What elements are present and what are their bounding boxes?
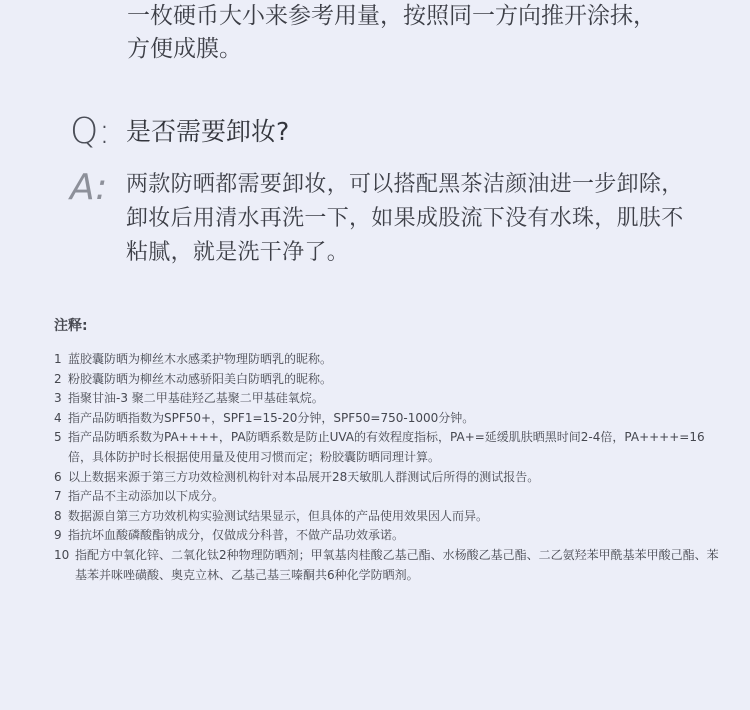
- note-text: 以上数据来源于第三方功效检测机构针对本品展开28天敏肌人群测试后所得的测试报告。: [68, 469, 540, 484]
- note-text: 指产品防晒指数为SPF50+，SPF1=15-20分钟，SPF50=750-1000分钟。: [68, 410, 475, 425]
- note-number: 8: [54, 508, 62, 523]
- note-number: 10: [54, 547, 70, 562]
- question-row: [70, 112, 710, 152]
- note-number: 6: [54, 469, 62, 484]
- note-item: [54, 389, 724, 409]
- note-text: 数据源自第三方功效机构实验测试结果显示，但具体的产品使用效果因人而异。: [68, 508, 489, 523]
- note-number: 7: [54, 489, 62, 504]
- notes-list: [54, 350, 724, 585]
- notes-section: [54, 316, 724, 585]
- note-item: [54, 487, 724, 507]
- note-text: 指产品防晒系数为PA++++，PA防晒系数是防止UVA的有效程度指标，PA+=延缓肌肤晒黑时间2-4倍，PA++++=16倍，具体防护时长根据使用量及使用习惯而定；粉胶囊防晒同理计算。: [68, 430, 705, 464]
- question-marker: Q:: [70, 111, 111, 152]
- note-item: [54, 546, 724, 585]
- note-item: [54, 350, 724, 370]
- note-text: 指配方中氧化锌、二氧化钛2种物理防晒剂；甲氧基肉桂酸乙基己酯、水杨酸乙基己酯、二乙氨羟苯甲酰基苯甲酸己酯、苯基苯并咪唑磺酸、奥克立林、乙基己基三嗪酮共6种化学防晒剂。: [75, 547, 719, 582]
- note-text: 粉胶囊防晒为柳丝木动感骄阳美白防晒乳的昵称。: [68, 371, 333, 386]
- answer-marker: A:: [70, 167, 108, 208]
- note-text: 指聚甘油-3 聚二甲基硅羟乙基聚二甲基硅氧烷。: [68, 391, 324, 406]
- note-number: 3: [54, 391, 62, 406]
- note-number: 9: [54, 528, 62, 543]
- note-text: 指抗坏血酸磷酸酯钠成分，仅做成分科普，不做产品功效承诺。: [68, 528, 405, 543]
- note-item: [54, 526, 724, 546]
- note-text: 指产品不主动添加以下成分。: [68, 489, 225, 504]
- notes-title: 注释:: [54, 318, 88, 334]
- note-item: [54, 370, 724, 390]
- note-item: [54, 468, 724, 488]
- note-item: [54, 507, 724, 527]
- answer-row: [70, 168, 710, 270]
- note-item: [54, 409, 724, 429]
- note-number: 5: [54, 430, 62, 445]
- note-item: [54, 428, 724, 467]
- note-number: 2: [54, 371, 62, 386]
- intro-line-1: 一枚硬币大小来参考用量，按照同一方向推开涂抹，: [127, 3, 656, 29]
- intro-line-2: 方便成膜。: [127, 36, 242, 62]
- answer-text: 两款防晒都需要卸妆，可以搭配黑茶洁颜油进一步卸除，卸妆后用清水再洗一下，如果成股流下没有水珠，肌肤不粘腻，就是洗干净了。: [126, 172, 684, 265]
- note-text: 蓝胶囊防晒为柳丝木水感柔护物理防晒乳的昵称。: [68, 352, 333, 366]
- intro-text: [127, 0, 727, 66]
- question-text: 是否需要卸妆?: [126, 117, 290, 146]
- note-number: 4: [54, 410, 62, 425]
- note-number: 1: [54, 352, 62, 366]
